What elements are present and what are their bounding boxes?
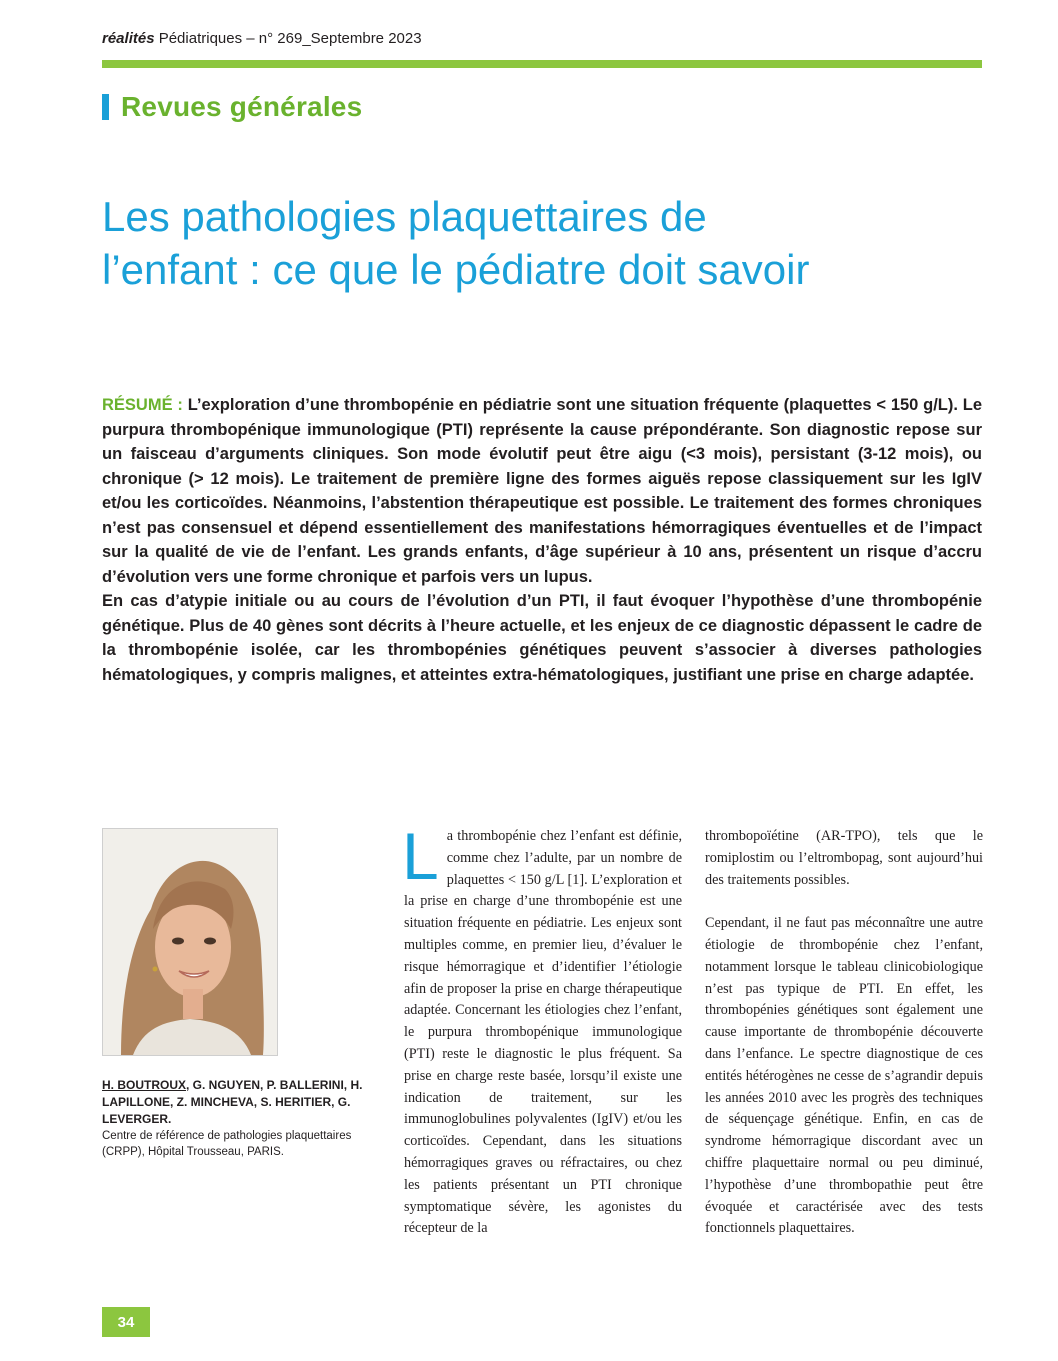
body-column-1 (402, 819, 682, 1240)
section-marker (102, 94, 109, 120)
abstract-label: RÉSUMÉ : (102, 396, 183, 414)
page-number: 34 (102, 1307, 150, 1337)
body-paragraph-2: thrombopoïétine (AR-TPO), tels que le romiplostim ou l’eltrombopag, sont aujourd’hui des traitements possibles. (705, 828, 983, 888)
abstract-paragraph-2: En cas d’atypie initiale ou au cours de l’évolution d’un PTI, il faut évoquer l’hypothèse d’une thrombopénie génétique. Plus de 40 gènes sont décrits à l’heure actuelle, et les enjeux de ce diagnostic dépassent le cadre de la thrombopénie isolée, car les thrombopénies génétiques peuvent s’associer à diverses pathologies hématologiques, y compris malignes, et atteintes extra-hématologiques, justifiant une prise en charge adaptée. (102, 592, 982, 684)
abstract-text-1: L’exploration d’une thrombopénie en pédiatrie sont une situation fréquente (plaquettes < 150 g/L). Le purpura thrombopénique immunologique (PTI) représente la cause prépondérante. Son diagnostic repose sur un faisceau d’arguments cliniques. Son mode évolutif peut être aigu (<3 mois), persistant (3-12 mois), ou chronique (> 12 mois). Le traitement de première ligne des formes aiguës repose classiquement sur les IgIV et/ou les corticoïdes. Néanmoins, l’abstention thérapeutique est possible. Le traitement des formes chroniques n’est pas consensuel et dépend essentiellement des manifestations hémorragiques éventuelles et de l’impact sur la qualité de vie de l’enfant. Les grands enfants, d’âge supérieur à 10 ans, présentent un risque d’accru d’évolution vers une forme chronique et parfois vers un lupus. (102, 396, 983, 586)
article-title (102, 190, 982, 296)
author-list (102, 1077, 382, 1128)
drop-cap: L (402, 819, 439, 893)
co-authors: , G. NGUYEN, P. BALLERINI, H. LAPILLONE, Z. MINCHEVA, S. HERITIER, G. LEVERGER. (102, 1078, 363, 1126)
journal-header (102, 30, 982, 47)
author-portrait-image (103, 829, 277, 1055)
header-divider (102, 60, 982, 68)
body-column-2 (705, 826, 983, 1240)
section-tag (102, 90, 362, 124)
body-paragraph-3: Cependant, il ne faut pas méconnaître une autre étiologie de thrombopénie chez l’enfant, notamment lorsque le tableau clinicobiologique n’est pas typique de PTI. En effet, les thrombopénies génétiques sont également une cause importante de thrombopénie découverte dans l’enfance. Le spectre diagnostique de ces entités hétérogènes ne cesse de s’agrandir depuis les années 2010 avec les progrès des techniques de séquençage génétique. Enfin, en cas de syndrome hémorragique discordant avec un chiffre plaquettaire normal ou peu diminué, l’hypothèse d’une thrombopathie peut être évoquée et caractérisée avec des tests fonctionnels plaquettaires. (705, 915, 983, 1237)
section-label: Revues générales (121, 91, 363, 122)
author-photo (102, 828, 278, 1056)
title-line-1: Les pathologies plaquettaires de (102, 193, 707, 240)
author-affiliation: Centre de référence de pathologies plaquettaires (CRPP), Hôpital Trousseau, PARIS. (102, 1130, 352, 1158)
abstract (102, 393, 982, 687)
first-author: H. BOUTROUX (102, 1078, 186, 1092)
body-paragraph-1: a thrombopénie chez l’enfant est définie, comme chez l’adulte, par un nombre de plaquettes < 150 g/L [1]. L’exploration et la prise en charge d’une thrombopénie est une situation fréquente en pédiatrie. Les enjeux sont multiples comme, en premier lieu, d’évaluer le risque hémorragique et d’identifier l’étiologie afin de proposer la prise en charge thérapeutique adaptée. Concernant les étiologies chez l’enfant, le purpura thrombopénique immunologique (PTI) reste le diagnostic le plus fréquent. Sa prise en charge reste basée, lorsqu’il existe une indication de traitement, sur les immunoglobulines polyvalentes (IgIV) et/ou les corticoïdes. Cependant, dans les situations hémorragiques graves ou réfractaires, ou chez les patients présentant un PTI chronique symptomatique sévère, les agonistes du récepteur de la (404, 828, 682, 1237)
journal-brand: réalités (102, 30, 155, 47)
title-line-2: l’enfant : ce que le pédiatre doit savoir (102, 246, 810, 293)
journal-issue: Pédiatriques – n° 269_Septembre 2023 (154, 30, 422, 47)
abstract-paragraph-1 (102, 393, 982, 589)
